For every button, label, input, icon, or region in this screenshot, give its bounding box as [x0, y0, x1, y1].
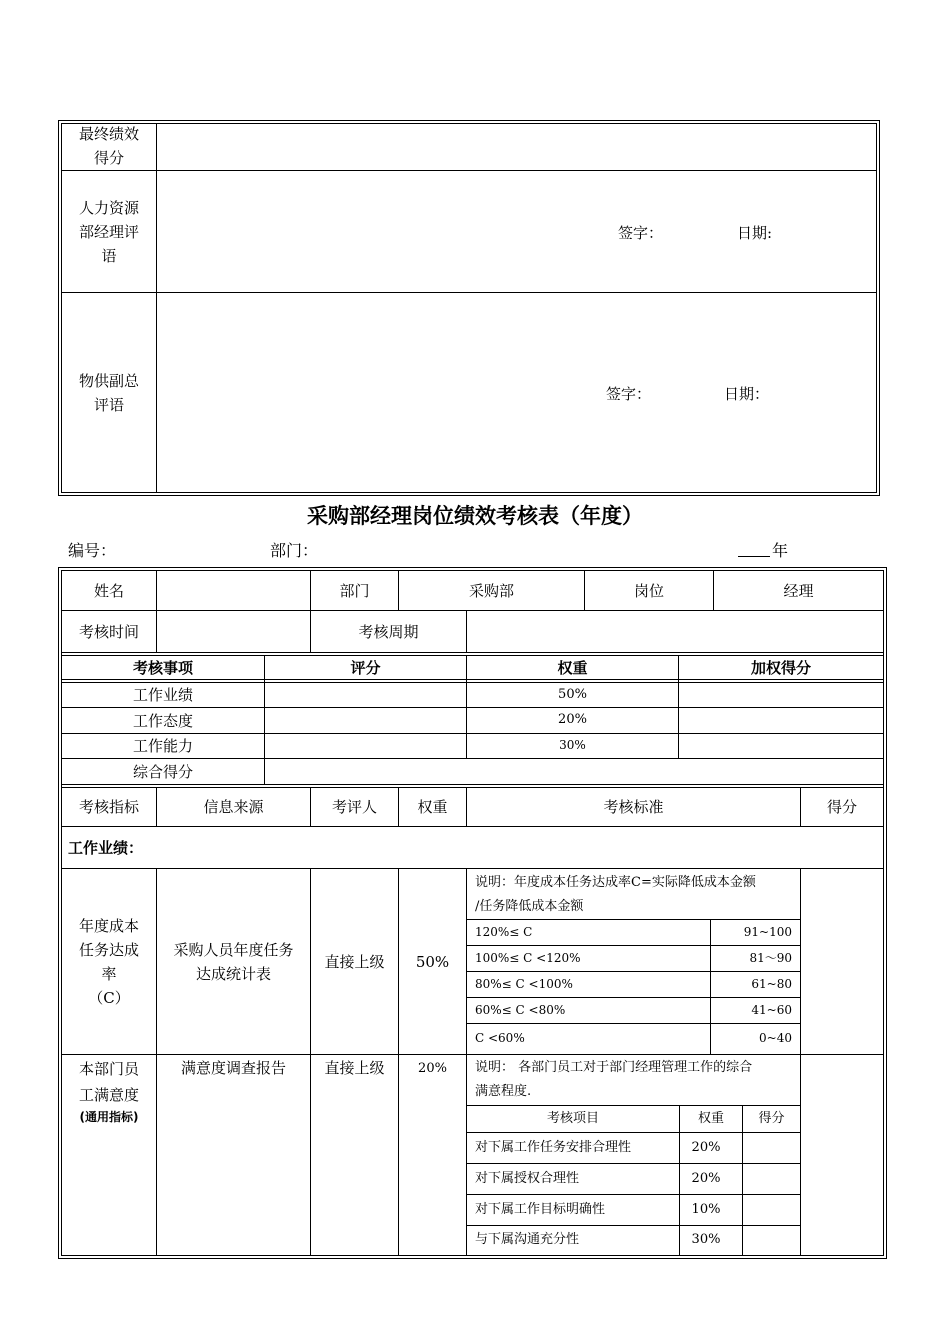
kpi2-general-tag: (通用指标): [79, 1110, 139, 1124]
number-label: 编号：: [68, 541, 117, 560]
kpi1-source: 采购人员年度任务 达成统计表: [173, 940, 294, 983]
summary-weight-ability: 30%: [559, 738, 586, 753]
kpi2-sub-row-weight: 10%: [691, 1201, 721, 1217]
kpi2-sub-row-item: 与下属沟通充分性: [475, 1232, 580, 1248]
kpi2-sub-row-weight: 20%: [691, 1170, 721, 1186]
dept-header-label: 部门：: [270, 541, 319, 560]
kpi2-sub-row-score[interactable]: [743, 1133, 800, 1163]
kpi2-sub-row-score[interactable]: [743, 1226, 800, 1255]
summary-header-item: 考核事项: [132, 658, 193, 677]
summary-weight-attitude: 20%: [558, 712, 587, 728]
detail-header-standard: 考核标准: [603, 798, 664, 816]
kpi2-sub-header-weight: 权重: [697, 1110, 724, 1126]
kpi2-sub-row-weight: 20%: [691, 1139, 721, 1155]
dept-label: 部门: [339, 581, 370, 600]
hr-comment-label: 人力资源 部经理评 语: [78, 198, 139, 265]
summary-row-attitude: 工作态度: [132, 711, 193, 730]
form-title: 采购部经理岗位绩效考核表（年度）: [307, 504, 643, 529]
kpi2-source: 满意度调查报告: [180, 1059, 286, 1077]
detail-header-source: 信息来源: [203, 798, 264, 816]
final-score-field[interactable]: [157, 124, 876, 170]
kpi1-band-score: 91~100: [743, 924, 792, 939]
kpi1-name: 年度成本 任务达成 率 （C）: [78, 916, 139, 1007]
kpi1-band-range: C <60%: [475, 1031, 525, 1046]
detail-header-indicator: 考核指标: [78, 798, 139, 816]
position-label: 岗位: [633, 581, 664, 600]
summary-weight-performance: 50%: [558, 686, 587, 702]
summary-header-weighted: 加权得分: [750, 658, 811, 677]
kpi2-sub-header-score: 得分: [758, 1110, 785, 1126]
kpi1-evaluator: 直接上级: [324, 952, 385, 971]
year-blank[interactable]: [738, 538, 770, 557]
vp-comment-label: 物供副总 评语: [78, 371, 139, 414]
kpi1-band-range: 60%≤ C <80%: [475, 1002, 566, 1017]
hr-sign-label: 签字：: [618, 224, 664, 242]
summary-row-performance: 工作业绩: [132, 686, 193, 704]
kpi2-sub-header-item: 考核项目: [546, 1110, 599, 1126]
kpi1-band-score: 0~40: [759, 1031, 792, 1046]
kpi2-score-field[interactable]: [801, 1055, 883, 1255]
kpi1-weight: 50%: [415, 952, 450, 971]
time-field[interactable]: [157, 611, 310, 652]
kpi2-sub-row-score[interactable]: [743, 1164, 800, 1194]
name-field[interactable]: [157, 571, 310, 610]
detail-header-score: 得分: [826, 798, 857, 816]
kpi2-name: 本部门员 工满意度: [78, 1060, 139, 1104]
kpi2-sub-row-item: 对下属工作任务安排合理性: [475, 1139, 632, 1155]
vp-date-label: 日期：: [724, 385, 770, 403]
summary-row-ability: 工作能力: [132, 737, 193, 755]
period-field[interactable]: [467, 611, 883, 652]
kpi1-band-range: 80%≤ C <100%: [475, 976, 573, 991]
kpi1-band-range: 100%≤ C <120%: [475, 950, 581, 965]
kpi2-sub-row-item: 对下属工作目标明确性: [475, 1201, 606, 1217]
final-score-label: 最终绩效 得分: [78, 125, 139, 167]
position-value: 经理: [783, 581, 814, 600]
detail-header-weight: 权重: [417, 798, 448, 816]
vp-sign-label: 签字：: [606, 385, 652, 403]
kpi1-band-score: 81～90: [749, 950, 792, 965]
kpi2-sub-row-weight: 30%: [691, 1232, 721, 1248]
kpi2-sub-row-item: 对下属授权合理性: [475, 1170, 580, 1186]
time-label: 考核时间: [78, 622, 139, 641]
kpi1-band-score: 61~80: [751, 976, 792, 991]
kpi1-band-score: 41~60: [751, 1002, 792, 1017]
period-label: 考核周期: [358, 622, 419, 641]
dept-value: 采购部: [468, 581, 514, 600]
kpi2-sub-row-score[interactable]: [743, 1195, 800, 1225]
kpi1-band-range: 120%≤ C: [475, 924, 533, 939]
summary-header-weight: 权重: [557, 658, 588, 677]
kpi1-note: 说明：年度成本任务达成率C=实际降低成本金额 /任务降低成本金额: [475, 875, 756, 914]
year-label: 年: [772, 541, 789, 560]
kpi2-weight: 20%: [418, 1061, 447, 1076]
detail-header-evaluator: 考评人: [331, 798, 377, 816]
kpi1-score-field[interactable]: [801, 869, 883, 1054]
kpi2-evaluator: 直接上级: [324, 1059, 385, 1077]
summary-total-label: 综合得分: [132, 762, 193, 781]
section-performance: 工作业绩：: [68, 838, 144, 857]
name-label: 姓名: [93, 581, 124, 600]
hr-date-label: 日期:: [737, 224, 773, 242]
summary-header-score: 评分: [350, 658, 381, 677]
kpi2-note: 说明： 各部门员工对于部门经理管理工作的综合 满意程度.: [475, 1060, 753, 1099]
